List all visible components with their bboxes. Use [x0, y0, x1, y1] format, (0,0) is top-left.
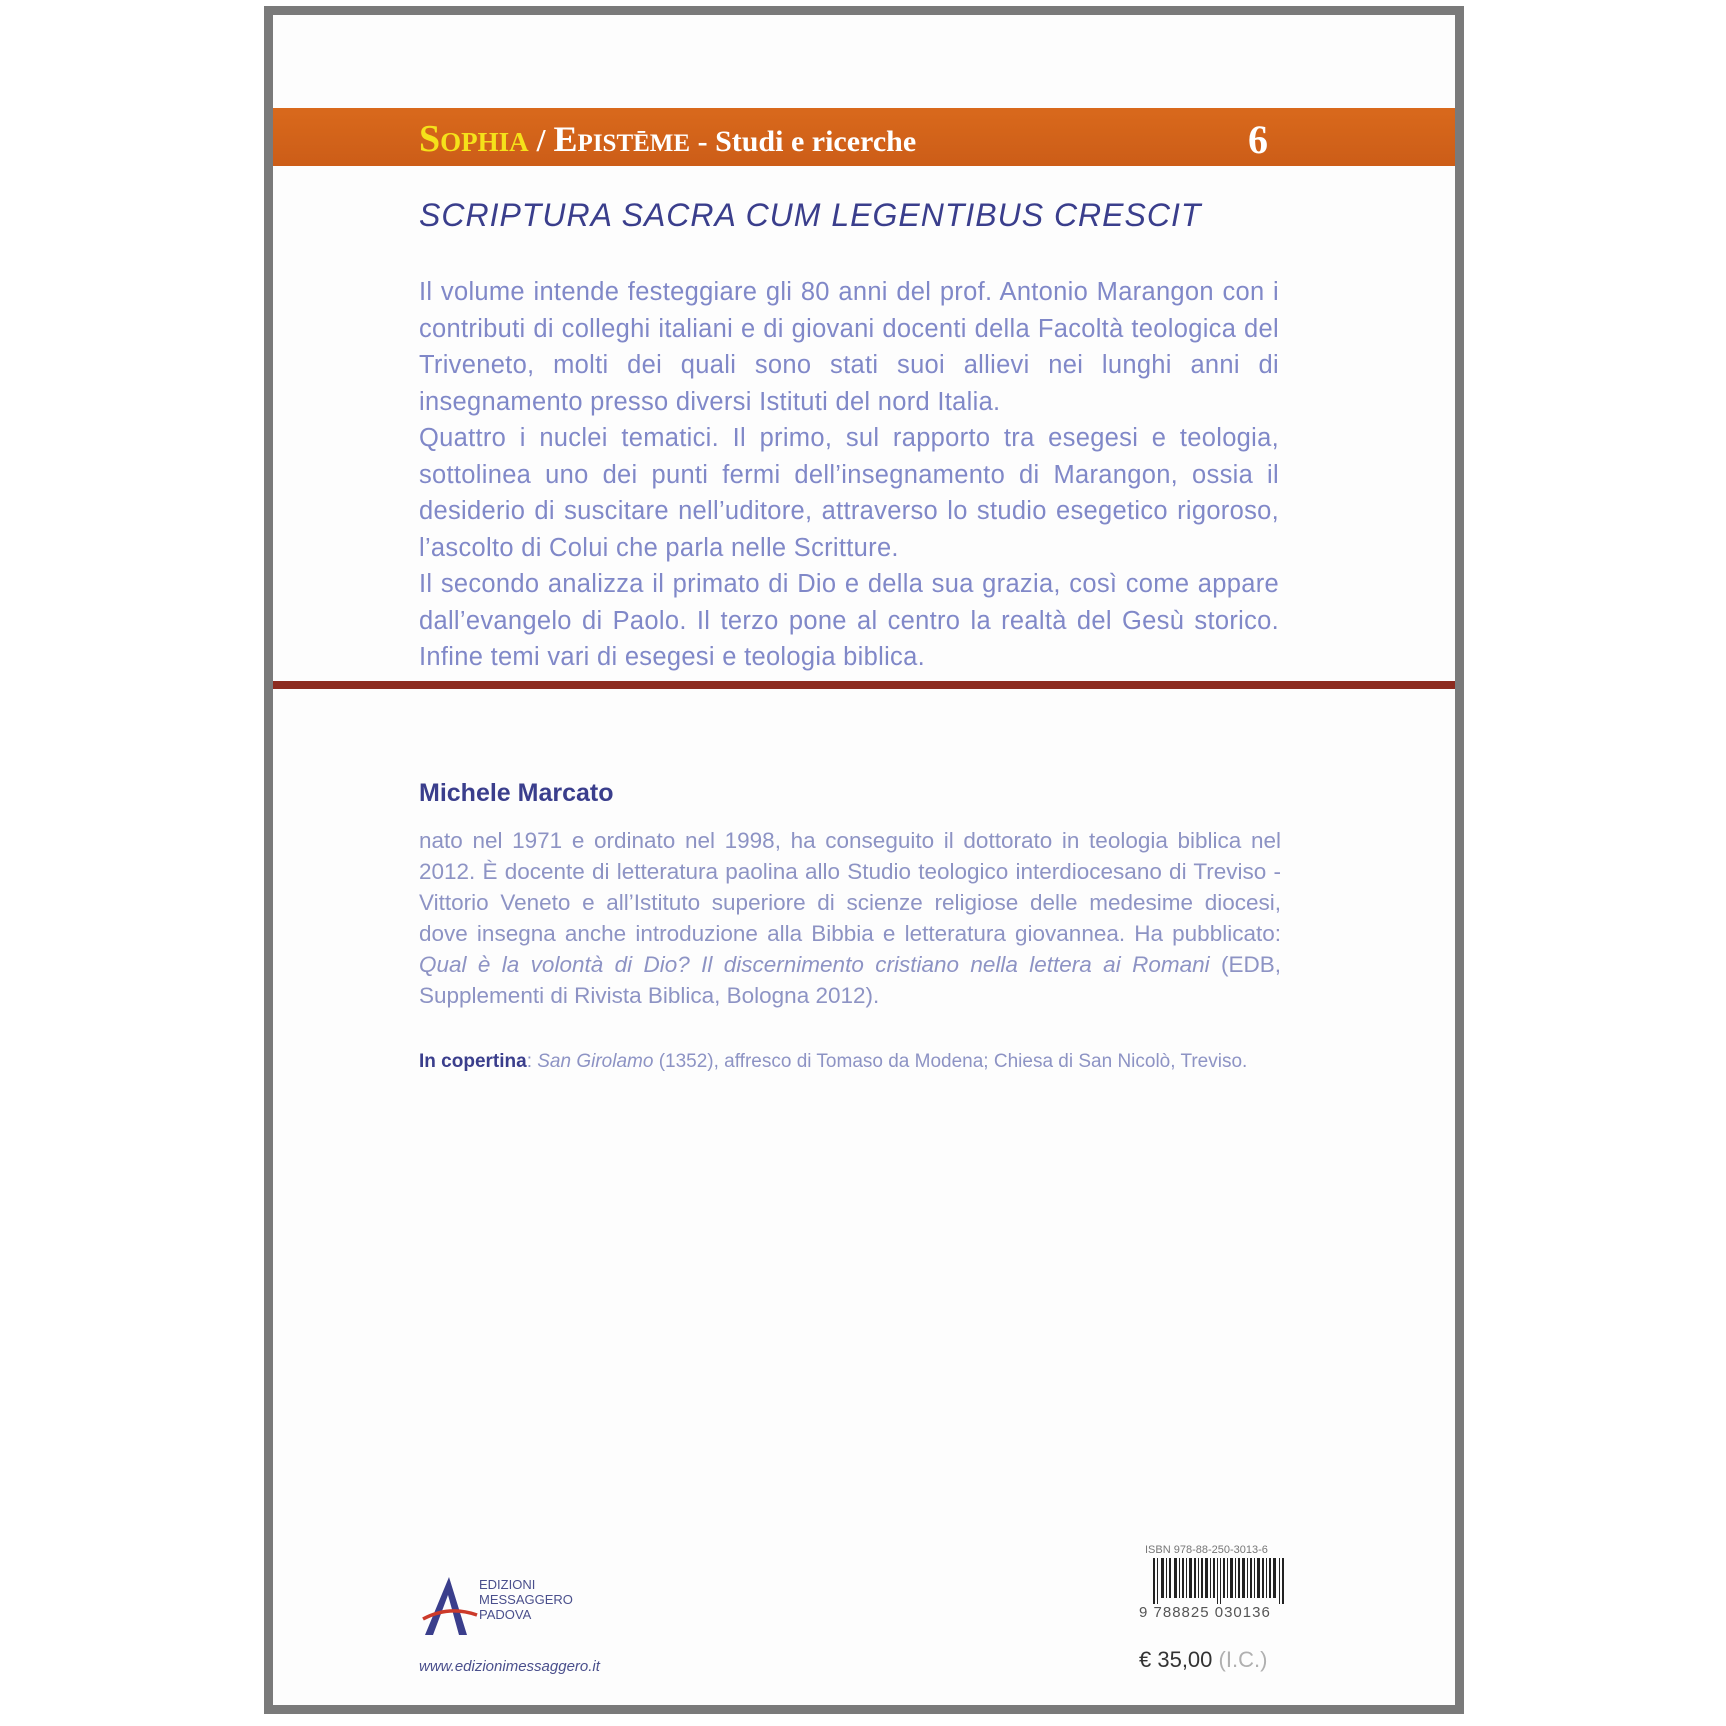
author-name: Michele Marcato: [419, 779, 614, 807]
series-name: Sophia: [419, 118, 529, 160]
price: [1139, 1647, 1267, 1673]
published-book-details: (EDB, Supplementi di Rivista Biblica, Bologna 2012).: [419, 952, 1281, 1008]
subseries-name: Epistēme: [553, 119, 691, 159]
bio-text: nato nel 1971 e ordinato nel 1998, ha conseguito il dottorato in teologia biblica nel 2012. È docente di letteratura paolina allo Studio teologico interdiocesano di Treviso - Vittorio Veneto e all’Istituto superiore di scienze religiose delle medesime diocesi, dove insegna anche introduzione alla Bibbia e letteratura giovannea. Ha pubblicato:: [419, 828, 1281, 946]
price-amount: € 35,00: [1139, 1647, 1213, 1672]
author-bio: [419, 825, 1281, 1011]
publisher-name: EDIZIONI MESSAGGERO PADOVA: [479, 1577, 573, 1622]
volume-number: 6: [1248, 117, 1268, 162]
description-paragraph: Il secondo analizza il primato di Dio e della sua grazia, così come appare dall’evangelo di Paolo. Il terzo pone al centro la realtà del Gesù storico. Infine temi vari di esegesi e teologia biblica.: [419, 570, 1279, 671]
publisher-website: www.edizionimessaggero.it: [419, 1658, 600, 1675]
price-note: (I.C.): [1218, 1647, 1268, 1672]
isbn-label: ISBN 978-88-250-3013-6: [1145, 1544, 1268, 1556]
series-slash: /: [528, 122, 554, 158]
publisher-logo: [419, 1575, 609, 1635]
cover-credit-separator: :: [526, 1051, 538, 1072]
book-back-cover: [264, 6, 1464, 1714]
book-description: [419, 274, 1279, 676]
cover-artwork-title: San Girolamo: [537, 1051, 654, 1072]
series-title: [419, 117, 916, 161]
barcode-icon: [1153, 1558, 1288, 1604]
cover-credit: [419, 1047, 1281, 1076]
series-tagline: - Studi e ricerche: [690, 125, 917, 158]
cover-artwork-details: (1352), affresco di Tomaso da Modena; Chiesa di San Nicolò, Treviso.: [653, 1051, 1248, 1072]
cover-credit-label: In copertina: [419, 1051, 527, 1072]
description-paragraph: Il volume intende festeggiare gli 80 anni del prof. Antonio Marangon con i contributi di colleghi italiani e di giovani docenti della Facoltà teologica del Triveneto, molti dei quali sono stati suoi allievi nei lunghi anni di insegnamento presso diversi Istituti del nord Italia.: [419, 278, 1279, 416]
description-paragraph: Quattro i nuclei tematici. Il primo, sul rapporto tra esegesi e teologia, sottolinea uno dei punti fermi dell’insegnamento di Marangon, ossia il desiderio di suscitare nell’uditore, attraverso lo studio esegetico rigoroso, l’ascolto di Colui che parla nelle Scritture.: [419, 424, 1279, 562]
series-band: [273, 108, 1455, 166]
section-divider: [273, 681, 1455, 689]
publisher-a-icon: [419, 1575, 479, 1637]
barcode-digits: 9 788825 030136: [1139, 1604, 1271, 1621]
published-book-title: Qual è la volontà di Dio? Il discernimento cristiano nella lettera ai Romani: [419, 952, 1210, 977]
book-title: SCRIPTURA SACRA CUM LEGENTIBUS CRESCIT: [419, 197, 1202, 233]
